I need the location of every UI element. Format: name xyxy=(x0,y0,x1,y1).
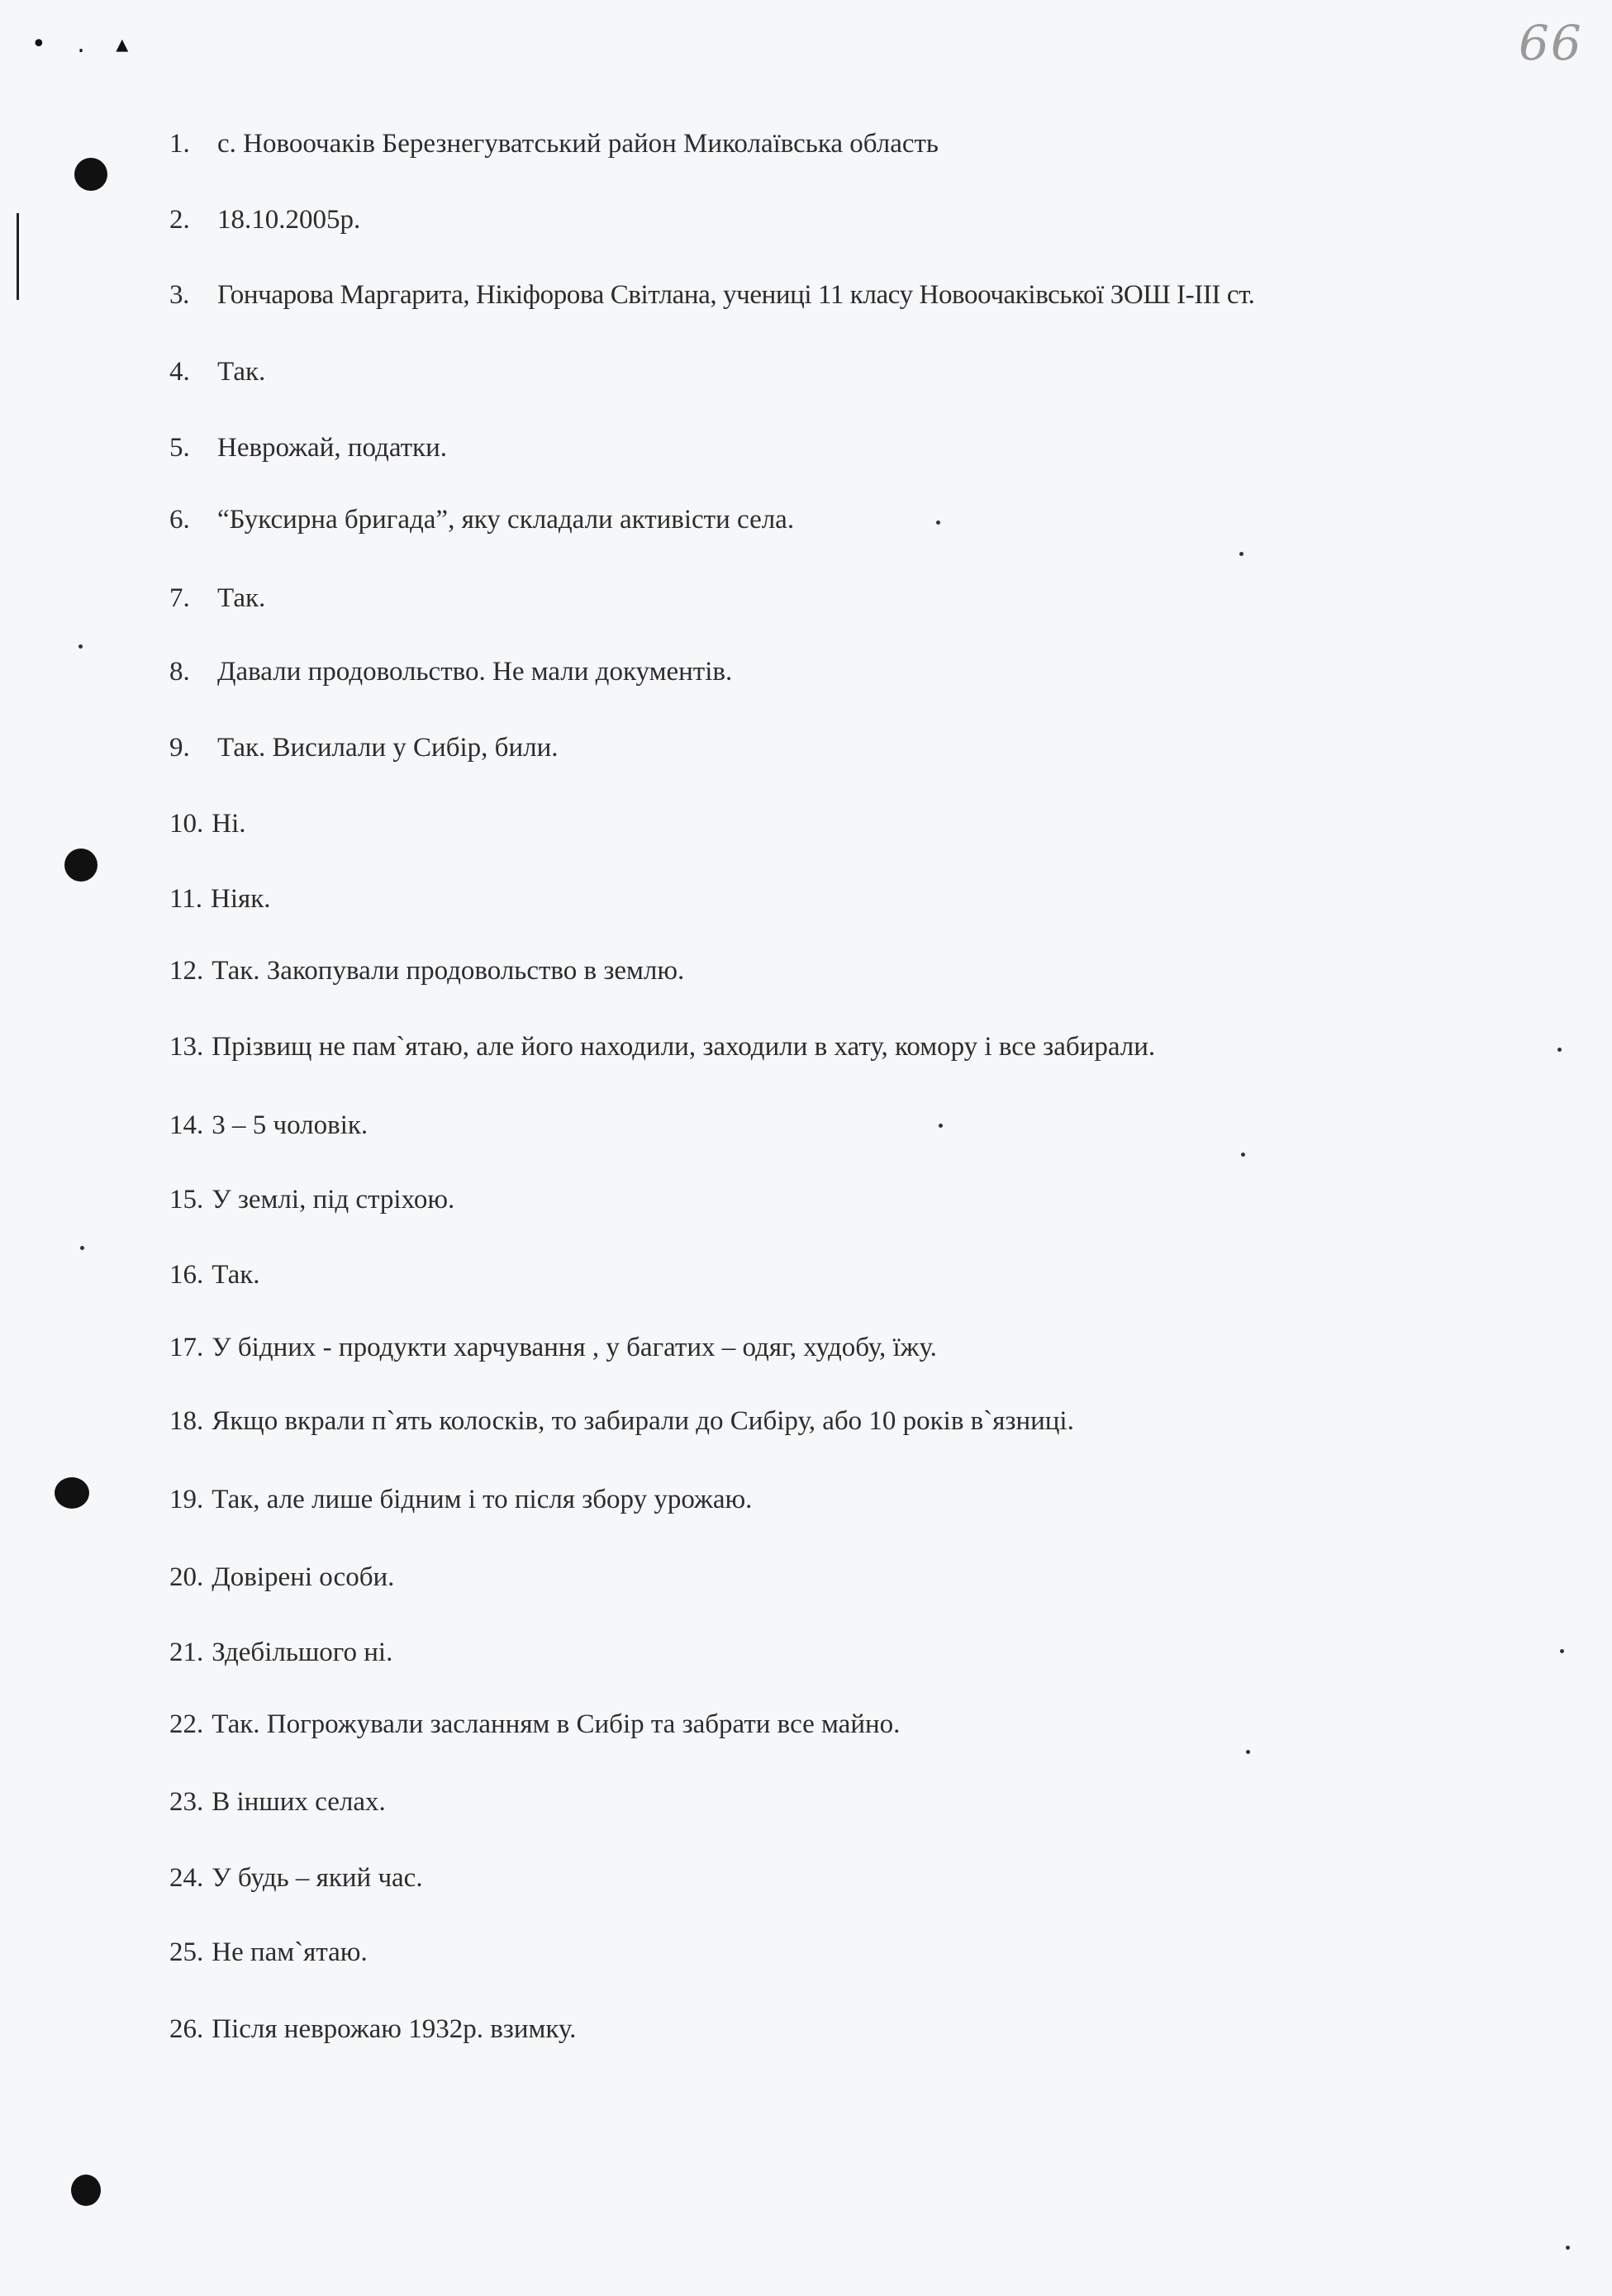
answer-item xyxy=(169,1708,900,1741)
answer-text: “Буксирна бригада”, яку складали активісти села. xyxy=(217,505,795,535)
answer-number: 25. xyxy=(169,1937,204,1967)
answer-text: Ніяк. xyxy=(211,884,271,914)
answer-number: 8. xyxy=(169,657,190,687)
answer-item xyxy=(169,582,265,615)
answer-item xyxy=(169,882,271,915)
answer-number: 7. xyxy=(169,583,190,613)
answer-text: У бідних - продукти харчування , у багатих – одяг, худобу, їжу. xyxy=(212,1333,937,1362)
answer-text: В інших селах. xyxy=(212,1787,386,1817)
answer-item xyxy=(169,1405,1074,1438)
answer-text: Після неврожаю 1932р. взимку. xyxy=(212,2014,577,2044)
answer-number: 17. xyxy=(169,1333,204,1362)
answer-item xyxy=(169,1030,1155,1063)
answer-item xyxy=(169,1785,386,1818)
answer-text: Так. xyxy=(212,1260,260,1290)
answer-text: У будь – який час. xyxy=(212,1863,423,1893)
answer-text: Так. Погрожували засланням в Сибір та забрати все майно. xyxy=(212,1709,901,1739)
answer-text: 18.10.2005р. xyxy=(217,205,361,235)
answer-number: 3. xyxy=(169,280,189,310)
answer-item xyxy=(169,503,794,536)
answer-item xyxy=(169,431,447,464)
answer-item xyxy=(169,1331,937,1364)
answer-text: Неврожай, податки. xyxy=(217,433,448,463)
answer-text: Так. Закопували продовольство в землю. xyxy=(212,956,685,986)
answer-text: Так. xyxy=(217,357,266,387)
answer-item xyxy=(169,1183,454,1216)
answer-text: Так, але лише бідним і то після збору урожаю. xyxy=(212,1485,753,1514)
answer-item xyxy=(169,1258,260,1291)
answer-item xyxy=(169,2013,576,2046)
answer-text: У землі, під стріхою. xyxy=(212,1185,455,1215)
answer-text: Так. xyxy=(217,583,266,613)
answer-number: 1. xyxy=(169,129,190,159)
answer-number: 15. xyxy=(169,1185,204,1215)
answer-text: Так. Висилали у Сибір, били. xyxy=(217,733,559,763)
answer-number: 13. xyxy=(169,1032,204,1062)
answer-item xyxy=(169,807,246,840)
answer-item xyxy=(169,127,939,160)
answer-text: с. Новоочаків Березнегуватський район Миколаївська область xyxy=(217,129,939,159)
answer-item xyxy=(169,1936,368,1969)
answer-number: 11. xyxy=(169,884,203,914)
answer-number: 2. xyxy=(169,205,190,235)
answer-item xyxy=(169,1109,368,1142)
answer-item xyxy=(169,1636,392,1669)
answer-text: Не пам`ятаю. xyxy=(212,1937,368,1967)
answer-text: Прізвищ не пам`ятаю, але його находили, заходили в хату, комору і все забирали. xyxy=(212,1032,1156,1062)
answer-number: 18. xyxy=(169,1406,204,1436)
answer-number: 5. xyxy=(169,433,190,463)
answer-text: Якщо вкрали п`ять колосків, то забирали до Сибіру, або 10 років в`язниці. xyxy=(212,1406,1074,1436)
answer-number: 21. xyxy=(169,1638,204,1667)
page-number: 66 xyxy=(1519,15,1583,71)
answer-text: Здебільшого ні. xyxy=(212,1638,393,1667)
answer-number: 6. xyxy=(169,505,190,535)
answer-number: 22. xyxy=(169,1709,204,1739)
answer-number: 26. xyxy=(169,2014,204,2044)
answer-text: Ні. xyxy=(212,809,246,839)
answer-item xyxy=(169,355,265,388)
answer-number: 19. xyxy=(169,1485,204,1514)
answer-item xyxy=(169,731,558,764)
answer-text: Давали продовольство. Не мали документів. xyxy=(217,657,733,687)
answer-item xyxy=(169,1561,394,1594)
answer-item xyxy=(169,278,1255,311)
answer-number: 14. xyxy=(169,1110,204,1140)
answer-number: 24. xyxy=(169,1863,204,1893)
answer-item xyxy=(169,954,684,987)
answer-number: 12. xyxy=(169,956,204,986)
answer-number: 16. xyxy=(169,1260,204,1290)
answer-item xyxy=(169,1483,752,1516)
answer-number: 4. xyxy=(169,357,190,387)
answer-number: 23. xyxy=(169,1787,204,1817)
answer-text: Гончарова Маргарита, Нікіфорова Світлана, учениці 11 класу Новоочаківської ЗОШ І-ІІІ ст. xyxy=(217,280,1255,310)
answer-number: 20. xyxy=(169,1562,204,1592)
answer-item xyxy=(169,1861,423,1894)
answer-item xyxy=(169,655,732,688)
answer-text: 3 – 5 чоловік. xyxy=(212,1110,369,1140)
corner-ink-marks: • . ▴ xyxy=(31,30,140,59)
answer-number: 9. xyxy=(169,733,190,763)
answer-item xyxy=(169,203,360,236)
answer-text: Довірені особи. xyxy=(212,1562,395,1592)
answer-number: 10. xyxy=(169,809,204,839)
